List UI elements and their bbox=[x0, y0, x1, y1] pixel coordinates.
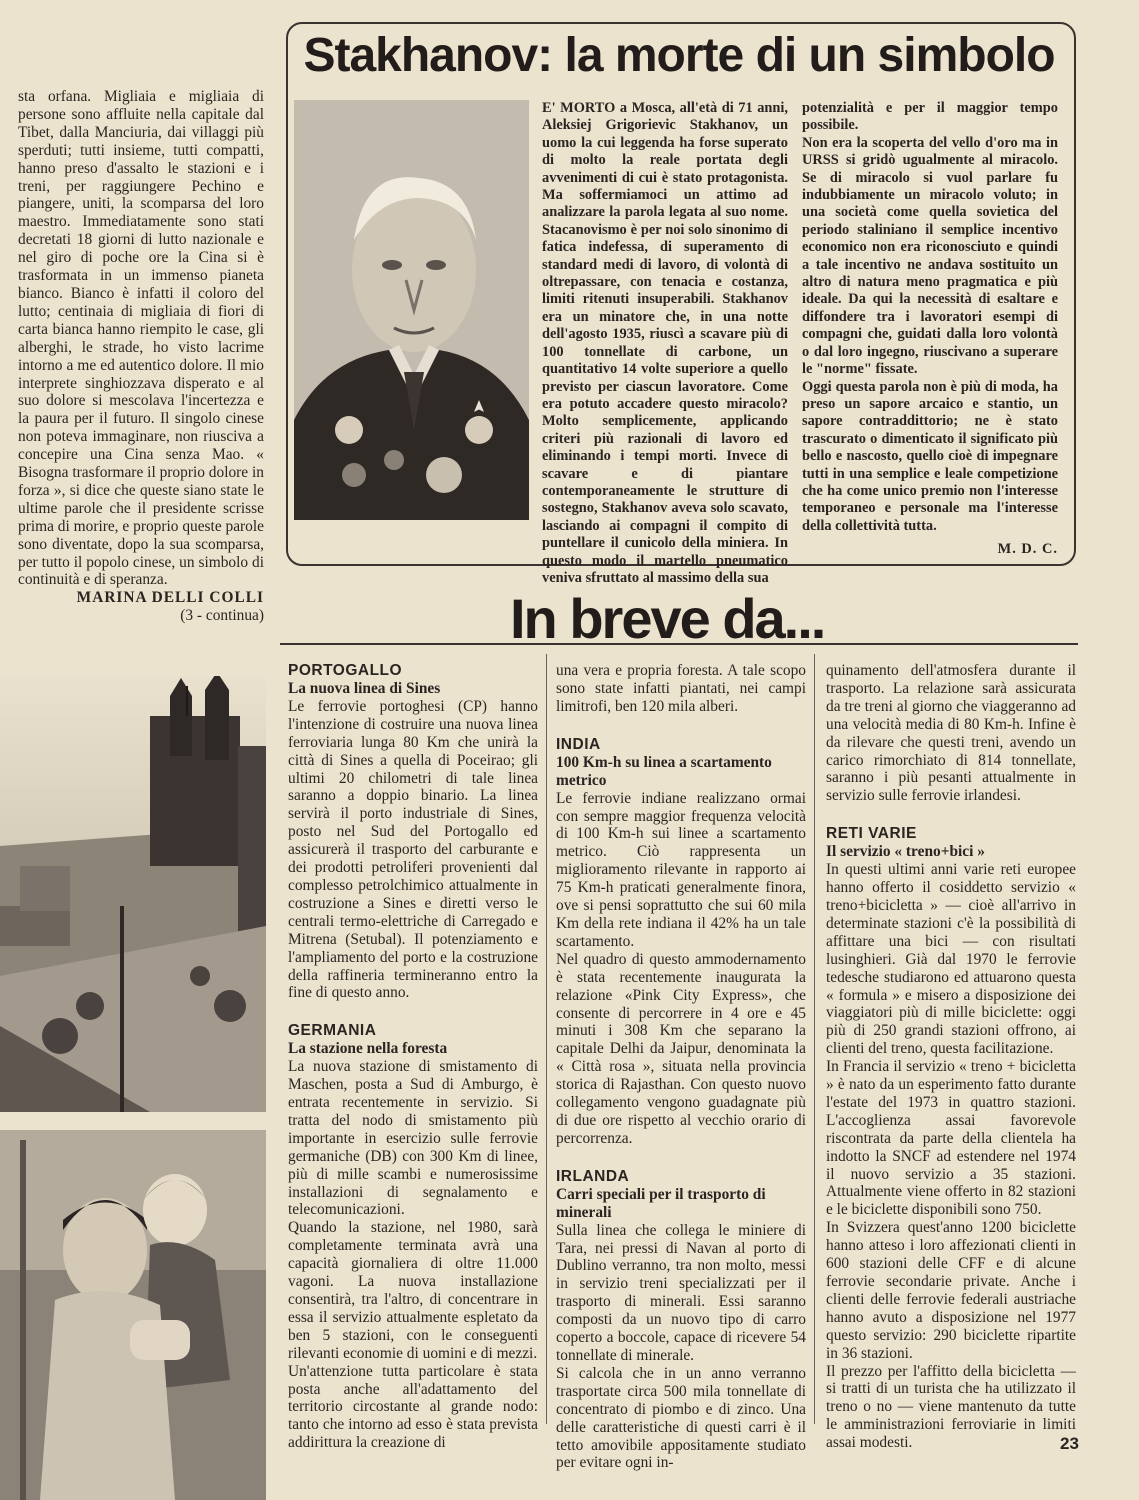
stakhanov-col-2 bbox=[802, 100, 1058, 559]
stakhanov-title: Stakhanov: la morte di un simbolo bbox=[303, 29, 1055, 82]
subheading-india: 100 Km-h su linea a scartamento metrico bbox=[556, 753, 772, 789]
body-india-p2: Nel quadro di questo ammodernamento è stata recentemente inaugurata la relazione «Pink City Express», che consente di percorrere in 4 ore e 45 minuti i 308 Km che separano la capitale Delhi da Jaipur, denominata la « Città rosa », situata nella provincia storica di Rajasthan. Con questo nuovo collegamento vengono guadagnate più di due ore rispetto al vecchio orario di percorrenza. bbox=[556, 950, 806, 1147]
stakhanov-col-1 bbox=[542, 100, 788, 587]
subheading-portogallo: La nuova linea di Sines bbox=[288, 679, 441, 697]
stakhanov-col-2-p3: Oggi questa parola non è più di moda, ha preso un sapore arcaico e stantio, un sapore contraddittorio; ne è stato trascurato o dimenticato il significato più bello e nascosto, quello cioè di impegnare tutti in una semplice e leale competizione che ha come unico premio non l'interesse temporaneo e personale ma l'interesse della collettività tutta. bbox=[802, 378, 1058, 534]
heading-portogallo: PORTOGALLO bbox=[288, 662, 403, 679]
column-divider-2 bbox=[814, 654, 815, 1424]
stakhanov-signature: M. D. C. bbox=[997, 541, 1058, 558]
subheading-reti-varie: Il servizio « treno+bici » bbox=[826, 843, 985, 861]
body-irlanda-p1: Sulla linea che collega le miniere di Tara, nei pressi di Navan al porto di Dublino verranno, tra non molto, messi in servizio treni specializzati per il trasporto di minerali. Essi saranno composti da un nuovo tipo di carro coperto a boccole, capace di ricevere 54 tonnellate di minerale. bbox=[556, 1221, 806, 1364]
body-germania-p3: Un'attenzione tutta particolare è stata posta anche all'adattamento del territorio circostante al grande nodo: tanto che intorno ad esso è stata prevista addirittura la creazione di bbox=[288, 1362, 538, 1452]
body-portogallo: Le ferrovie portoghesi (CP) hanno l'intenzione di costruire una nuova linea ferroviaria lunga 80 Km che unirà la città di Sines a quella di Poceirao; gli ultimi 20 chilometri di tale linea saranno a doppio binario. La linea servirà il porto industriale di Sines, posto nel Sud del Portogallo ed assicurerà il trasporto del carburante e dei prodotti petroliferi provenienti dal complesso petrolchimico attualmente in costruzione a Sines e diretti verso le centrali termo-elettriche di Carregado e Mitrena (Setubal). Il potenziamento e l'ampliamento del porto e la costruzione della raffineria termineranno entro la fine di questo anno. bbox=[288, 697, 538, 1002]
stakhanov-col-2-p1: potenzialità e per il maggior tempo possibile. bbox=[802, 100, 1058, 134]
column-divider-1 bbox=[546, 654, 547, 1424]
body-india-p1: Le ferrovie indiane realizzano ormai con sempre maggior frequenza velocità di 100 Km-h sui linee a scartamento metrico. Ciò rappresenta un miglioramento rilevante in rapporto ai 75 Km-h praticati generalmente finora, ove si pensi soprattutto che sui 60 mila Km della rete indiana il 42% ha un tale scartamento. bbox=[556, 789, 806, 950]
brief-col-2 bbox=[556, 662, 806, 1472]
continuation-note: (3 - continua) bbox=[180, 607, 264, 625]
body-irlanda-p3: quinamento dell'atmosfera durante il trasporto. La relazione sarà assicurata da tre treni al giorno che viaggeranno ad una velocità media di 80 Km-h. Infine è da rilevare che questi treni, avendo un carico rimorchiato di 814 tonnellate, saranno i più pesanti attualmente in servizio sulle ferrovie irlandesi. bbox=[826, 662, 1076, 805]
body-irlanda-p2: Si calcola che in un anno verranno trasportate circa 500 mila tonnellate di concentrato di piombo e di zinco. Una delle caratteristiche di questi carri è il tetto amovibile appositamente studiato per evitare ogni in- bbox=[556, 1364, 806, 1472]
author-signature: MARINA DELLI COLLI bbox=[76, 589, 264, 607]
page-number: 23 bbox=[1060, 1434, 1079, 1453]
city-street-image bbox=[0, 676, 266, 1112]
body-reti-varie-p3: In Svizzera quest'anno 1200 biciclette hanno atteso i loro affezionati clienti in 600 stazioni delle CFF e di alcune ferrovie secondarie private. Anche i clienti delle ferrovie federali austriache hanno avuto a disposizione nel 1977 questo servizio: 290 biciclette ripartite in 36 stazioni. bbox=[826, 1219, 1076, 1362]
photo-city-street bbox=[0, 676, 266, 1112]
brief-col-1 bbox=[288, 662, 538, 1452]
woman-child-image bbox=[0, 1130, 266, 1500]
body-reti-varie-p4: Il prezzo per l'affitto della bicicletta — si tratti di un turista che ha utilizzato il treno o no — viene mantenuto da tutte le amministrazioni ferroviarie in limiti assai modesti. bbox=[826, 1362, 1076, 1452]
heading-india: INDIA bbox=[556, 735, 601, 753]
stakhanov-portrait bbox=[294, 100, 529, 520]
in-breve-title: In breve da... bbox=[510, 587, 825, 650]
heading-germania: GERMANIA bbox=[288, 1022, 377, 1040]
heading-irlanda: IRLANDA bbox=[556, 1167, 630, 1185]
left-article-text: sta orfana. Migliaia e migliaia di persone sono affluite nella capitale dal Tibet, dalla Manciuria, dai villaggi più sperduti; tutti insieme, tutti compatti, hanno preso d'assalto le stazioni e i treni, per raggiungere Pechino e piangere, uniti, la scomparsa del loro maestro. Immediatamente sono stati decretati 18 giorni di lutto nazionale e nel giro di poche ore la Cina si è trasformata in un immenso pianeta bianco. Bianco è infatti il coloro del lutto; centinaia di migliaia di fiori di carta bianca hanno riempito le case, gli alberghi, le strade, ho visto lacrime intorno a me ed autentico dolore. Il mio interprete singhiozzava disperato e al suo dolore si mescolava l'incertezza e la paura per il futuro. Il singolo cinese non poteva immaginare, non riusciva a concepire una Cina senza Mao. « Bisogna trasformare il proprio dolore in forza », si dice che queste siano state le ultime parole che il presidente scrisse prima di morire, e proprio queste parole sono diventate, dopo la sua scomparsa, per tutto il popolo cinese, un simbolo di continuità e di speranza. bbox=[18, 88, 264, 589]
subheading-irlanda: Carri speciali per il trasporto di minerali bbox=[556, 1185, 766, 1221]
photo-woman-with-child bbox=[0, 1130, 266, 1500]
body-germania-p2: Quando la stazione, nel 1980, sarà completamente terminata avrà una capacità giornaliera di oltre 11.000 vagoni. La nuova installazione consentirà, tra l'altro, di concentrare in essa il servizio attualmente espletato da ben 5 stazioni, con le conseguenti rilevanti economie di uomini e di mezzi. bbox=[288, 1219, 538, 1362]
section-rule bbox=[280, 643, 1078, 645]
body-reti-varie-p2: In Francia il servizio « treno + bicicletta » è nato da un esperimento fatto durante l'estate del 1973 in quattro stazioni. L'accoglienza assai favorevole riscontrata da parte della clientela ha indotto la SNCF ad estendere nel 1974 il nuovo servizio a 35 stazioni. Attualmente viene offerto in 82 stazioni e le biciclette disponibili sono 750. bbox=[826, 1058, 1076, 1219]
body-reti-varie-p1: In questi ultimi anni varie reti europee hanno offerto il cosiddetto servizio « treno+bicicletta » — cioè all'arrivo in determinate stazioni c'è la possibilità di affittare una bici — con risultati lusinghieri. Già dal 1970 le ferrovie tedesche studiarono ed attuarono questa « formula » e misero a disposizione dei viaggiatori più di mille biciclette: oggi più di 250 grandi stazioni offrono, ai clienti del treno, questa facilitazione. bbox=[826, 861, 1076, 1058]
brief-col-3 bbox=[826, 662, 1076, 1452]
stakhanov-col-2-p2: Non era la scoperta del vello d'oro ma in URSS si gridò ugualmente al miracolo. Se di miracolo si vuol parlare fu indubbiamente un miracolo voluto; in una società come quella sovietica del periodo staliniano il semplice incentivo economico non era riconosciuto e quindi a tale incentivo ne andava sostituito un altro di natura meno pragmatica e più ideale. Da qui la necessità di esaltare e diffondere tra i lavoratori esempi di compagni che, guidati dalla loro volontà o dal loro ingegno, riuscivano a superare le "norme" fissate. bbox=[802, 134, 1058, 378]
portrait-image bbox=[294, 100, 529, 520]
left-article bbox=[18, 88, 264, 625]
body-germania-p4: una vera e propria foresta. A tale scopo sono state infatti piantati, nei campi limitrofi, ben 120 mila alberi. bbox=[556, 662, 806, 715]
heading-reti-varie: RETI VARIE bbox=[826, 825, 917, 843]
body-germania-p1: La nuova stazione di smistamento di Maschen, posta a Sud di Amburgo, è entrata recentemente in servizio. Si tratta del nodo di smistamento più importante in esercizio sulle ferrovie germaniche (DB) con 300 Km di linee, più di mille scambi e numerosissime installazioni di segnalamento e telecomunicazioni. bbox=[288, 1058, 538, 1219]
stakhanov-col-1-text: E' MORTO a Mosca, all'età di 71 anni, Aleksiej Grigorievic Stakhanov, un uomo la cui leggenda ha forse superato di molto la reale portata degli avvenimenti di cui è stato protagonista. Ma soffermiamoci un attimo ad analizzare la parola legata al suo nome. Stacanovismo è per noi solo sinonimo di fatica indefessa, di superamento di standard medi di lavoro, di volontà di oltrepassare, con tenacia e costanza, limiti ritenuti insuperabili. Stakhanov era un minatore che, in una notte dell'agosto 1935, riuscì a scavare più di 100 tonnellate di carbone, un quantitativo 14 volte superiore a quello previsto per ciascun lavoratore. Come era potuto accadere questo miracolo? Molto semplicemente, applicando criteri più razionali di lavoro ed eliminando i tempi morti. Invece di scavare e di piantare contemporaneamente le strutture di sostegno, Stakhanov aveva solo scavato, lasciando ai compagni il compito di puntellare il cunicolo della miniera. In questo modo il martello pneumatico veniva sfruttato al massimo della sua bbox=[542, 100, 788, 586]
subheading-germania: La stazione nella foresta bbox=[288, 1040, 448, 1058]
